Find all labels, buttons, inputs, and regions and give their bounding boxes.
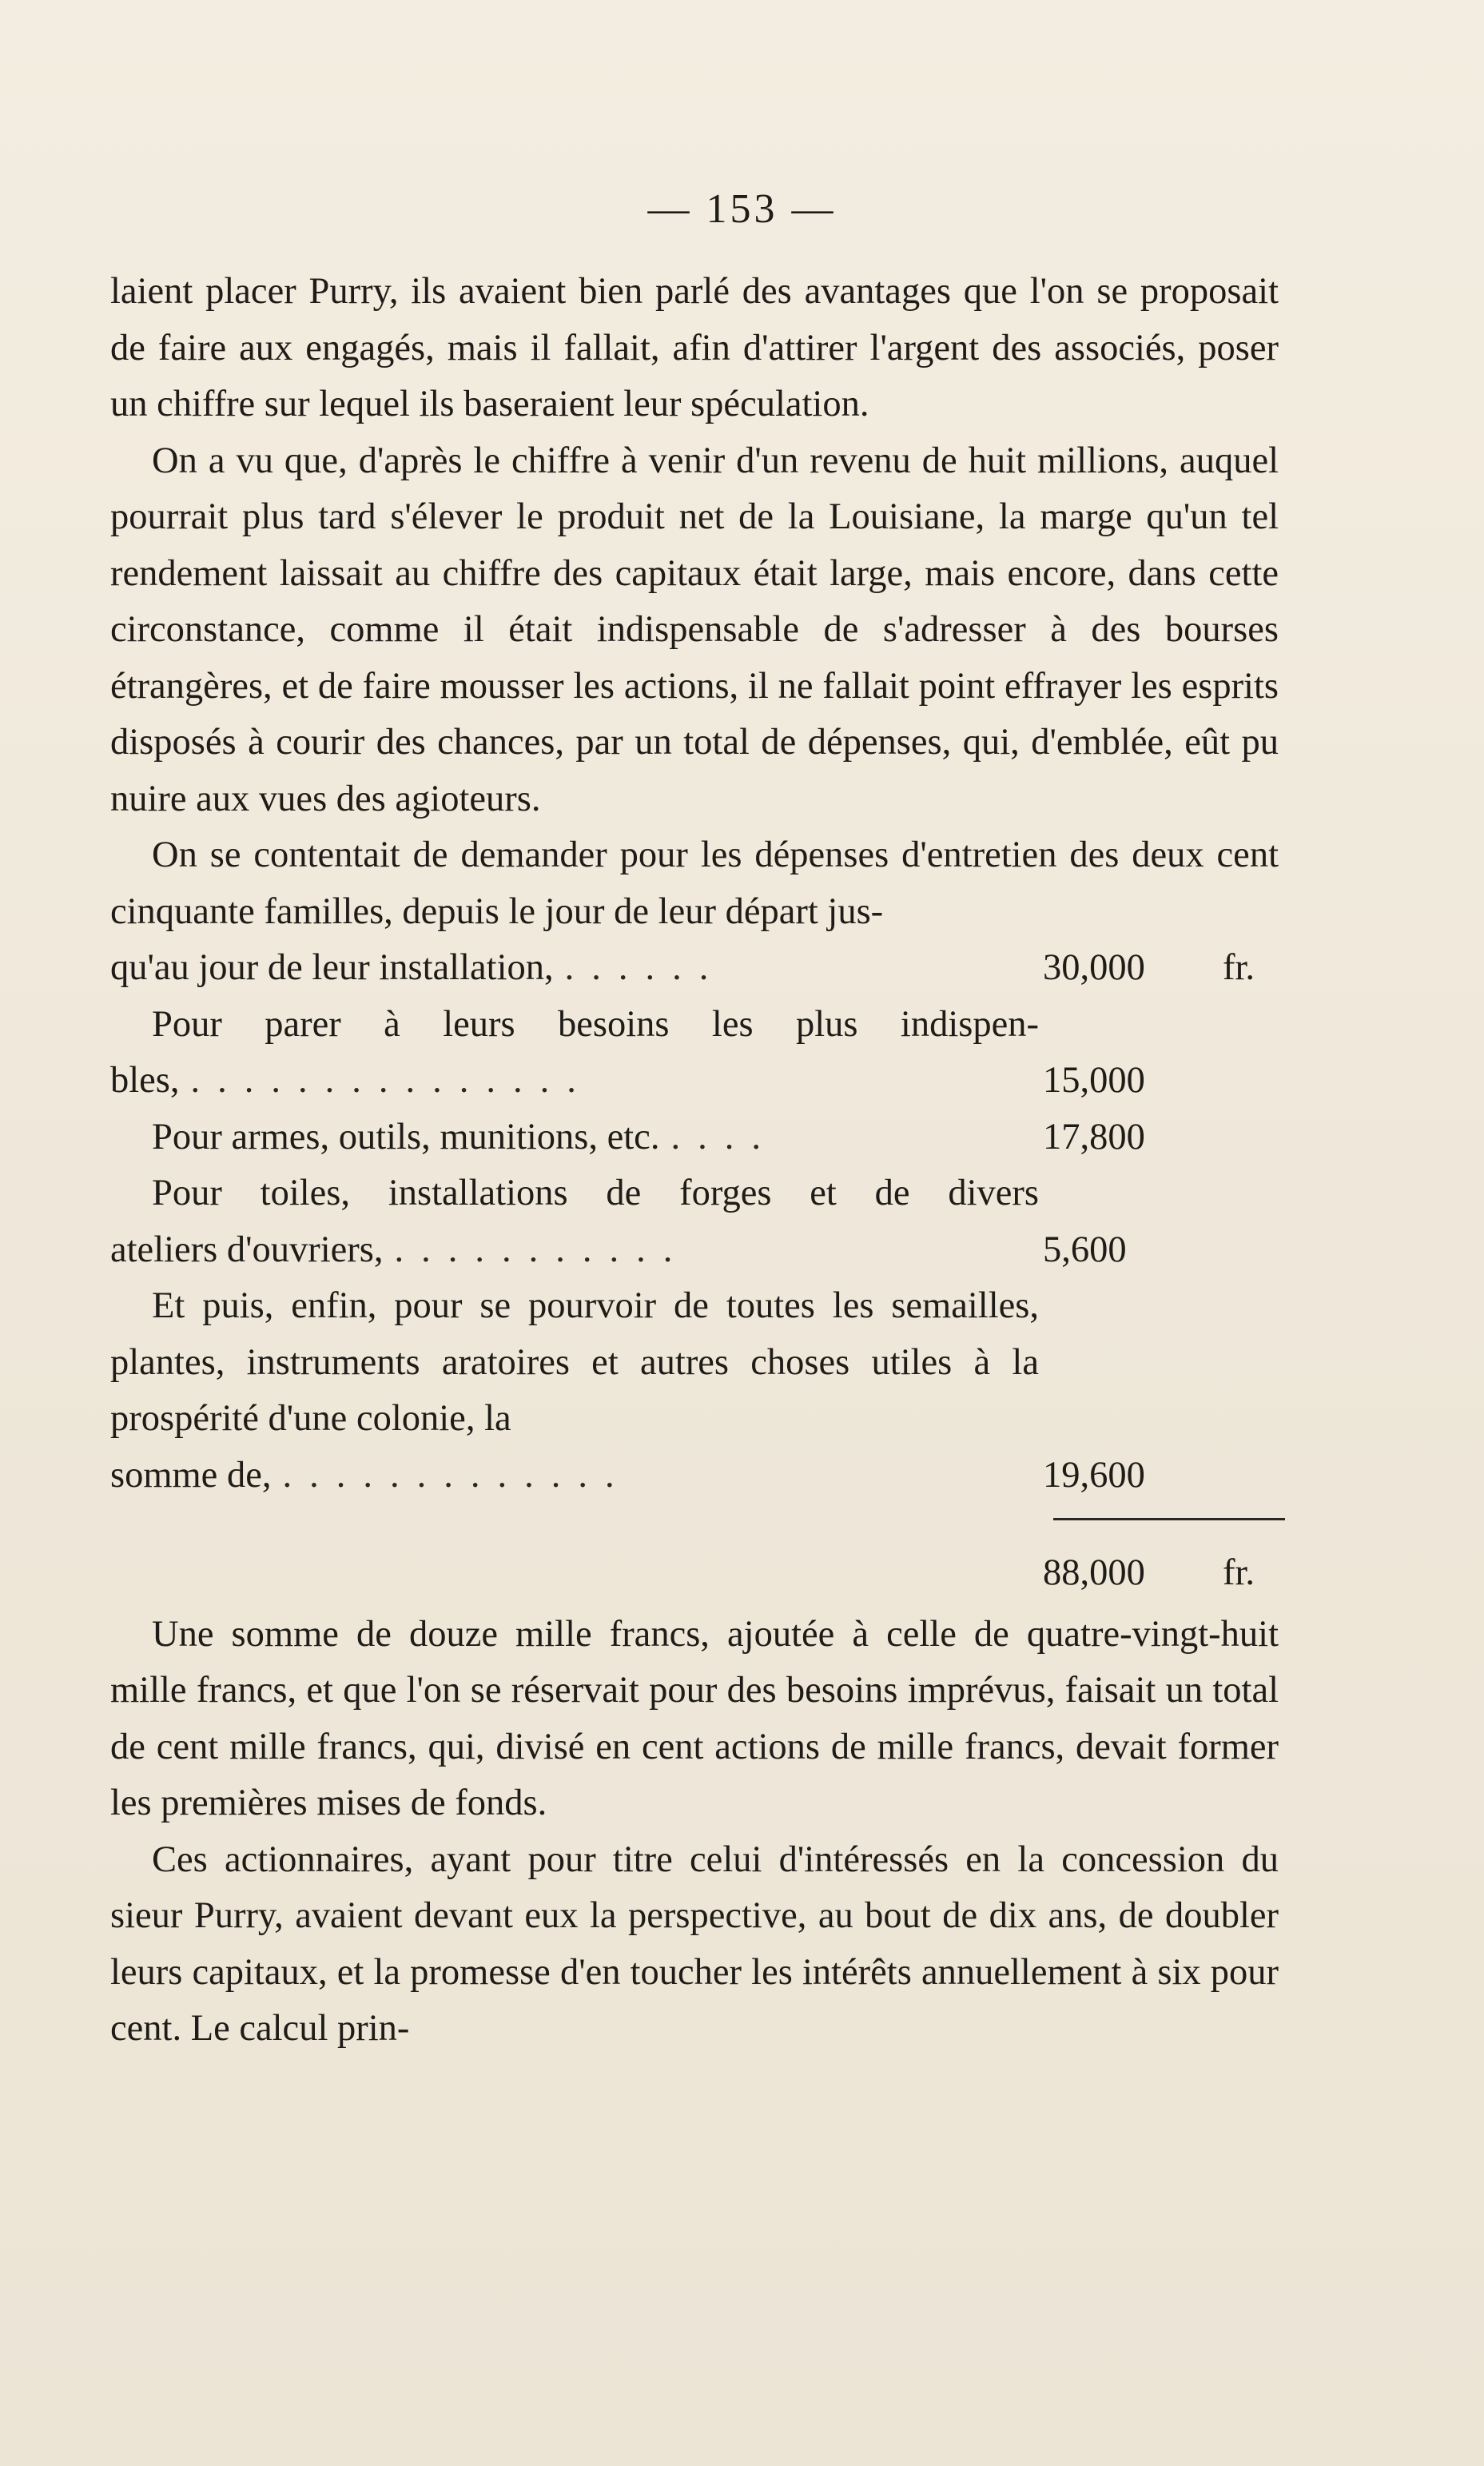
- expense-amount: 17,800: [1043, 1116, 1145, 1157]
- paragraph-4: Une somme de douze mille francs, ajoutée à celle de quatre-vingt-huit mille francs, et que l'on se réservait pour des besoins imprévus, faisait un total de cent mille francs, qui, divisé en cent actions de mille francs, devait former les premières mises de fonds.: [110, 1613, 1279, 1823]
- expense-amount: 19,600: [1043, 1454, 1145, 1496]
- expense-leader-dots: ...........: [394, 1229, 690, 1270]
- expense-amount: 5,600: [1043, 1229, 1127, 1270]
- paragraph-5: Ces actionnaires, ayant pour titre celui d'intéressés en la concession du sieur Purry, avaient devant eux la perspective, au bout de dix ans, de doubler leurs capitaux, et la promesse d'en toucher les intérêts annuellement à six pour cent. Le calcul prin-: [110, 1839, 1279, 2049]
- total-amount: 88,000: [1043, 1552, 1145, 1593]
- expense-label: qu'au jour de leur installation,: [110, 947, 554, 988]
- expense-leader-dots: ...............: [190, 1060, 594, 1101]
- expense-label-head: Pour toiles, installations de forges et de divers: [152, 1173, 1039, 1213]
- expense-label-head: Pour parer à leurs besoins les plus indispen-: [152, 1003, 1039, 1045]
- sum-rule: [1053, 1518, 1285, 1520]
- expense-row: [110, 940, 1279, 997]
- expense-label: somme de,: [110, 1454, 272, 1496]
- total-unit: fr.: [1223, 1552, 1255, 1593]
- expense-leader-dots: ......: [564, 947, 726, 988]
- expense-label: bles,: [110, 1060, 180, 1101]
- page-body: [110, 264, 1279, 2058]
- expense-label: ateliers d'ouvriers,: [110, 1229, 384, 1270]
- sum-rule-row: [110, 1504, 1279, 1545]
- expense-row: [110, 1053, 1279, 1110]
- paragraph-3-intro: On se contentait de demander pour les dépenses d'entretien des deux cent cinquante familles, depuis le jour de leur départ jus-: [110, 835, 1279, 932]
- total-row: [110, 1545, 1279, 1602]
- expense-row: [110, 1222, 1279, 1279]
- expense-leader-dots: .............: [282, 1454, 632, 1496]
- expense-row: [110, 1448, 1279, 1504]
- expense-amount: 30,000: [1043, 947, 1145, 988]
- expense-amount: 15,000: [1043, 1060, 1145, 1101]
- expense-unit: fr.: [1223, 947, 1255, 988]
- paragraph-2: On a vu que, d'après le chiffre à venir d'un revenu de huit millions, auquel pourrait plus tard s'élever le produit net de la Louisiane, la marge qu'un tel rendement laissait au chiffre des capitaux était large, mais encore, dans cette circonstance, comme il était indispensable de s'adresser à des bourses étrangères, et de faire mousser les actions, il ne fallait point effrayer les esprits disposés à courir des chances, par un total de dépenses, qui, d'emblée, eût pu nuire aux vues des agioteurs.: [110, 440, 1279, 819]
- expense-label-head: Et puis, enfin, pour se pourvoir de toutes les semailles, plantes, instruments aratoires et autres choses utiles à la prospérité d'une colonie, la: [110, 1285, 1039, 1439]
- expense-row: [110, 1110, 1279, 1166]
- expense-label: Pour armes, outils, munitions, etc.: [152, 1116, 660, 1157]
- page-number: — 153 —: [647, 186, 837, 232]
- expense-leader-dots: ....: [670, 1116, 778, 1157]
- paragraph-1: laient placer Purry, ils avaient bien parlé des avantages que l'on se proposait de faire aux engagés, mais il fallait, afin d'attirer l'argent des associés, poser un chiffre sur lequel ils baseraient leur spéculation.: [110, 271, 1279, 424]
